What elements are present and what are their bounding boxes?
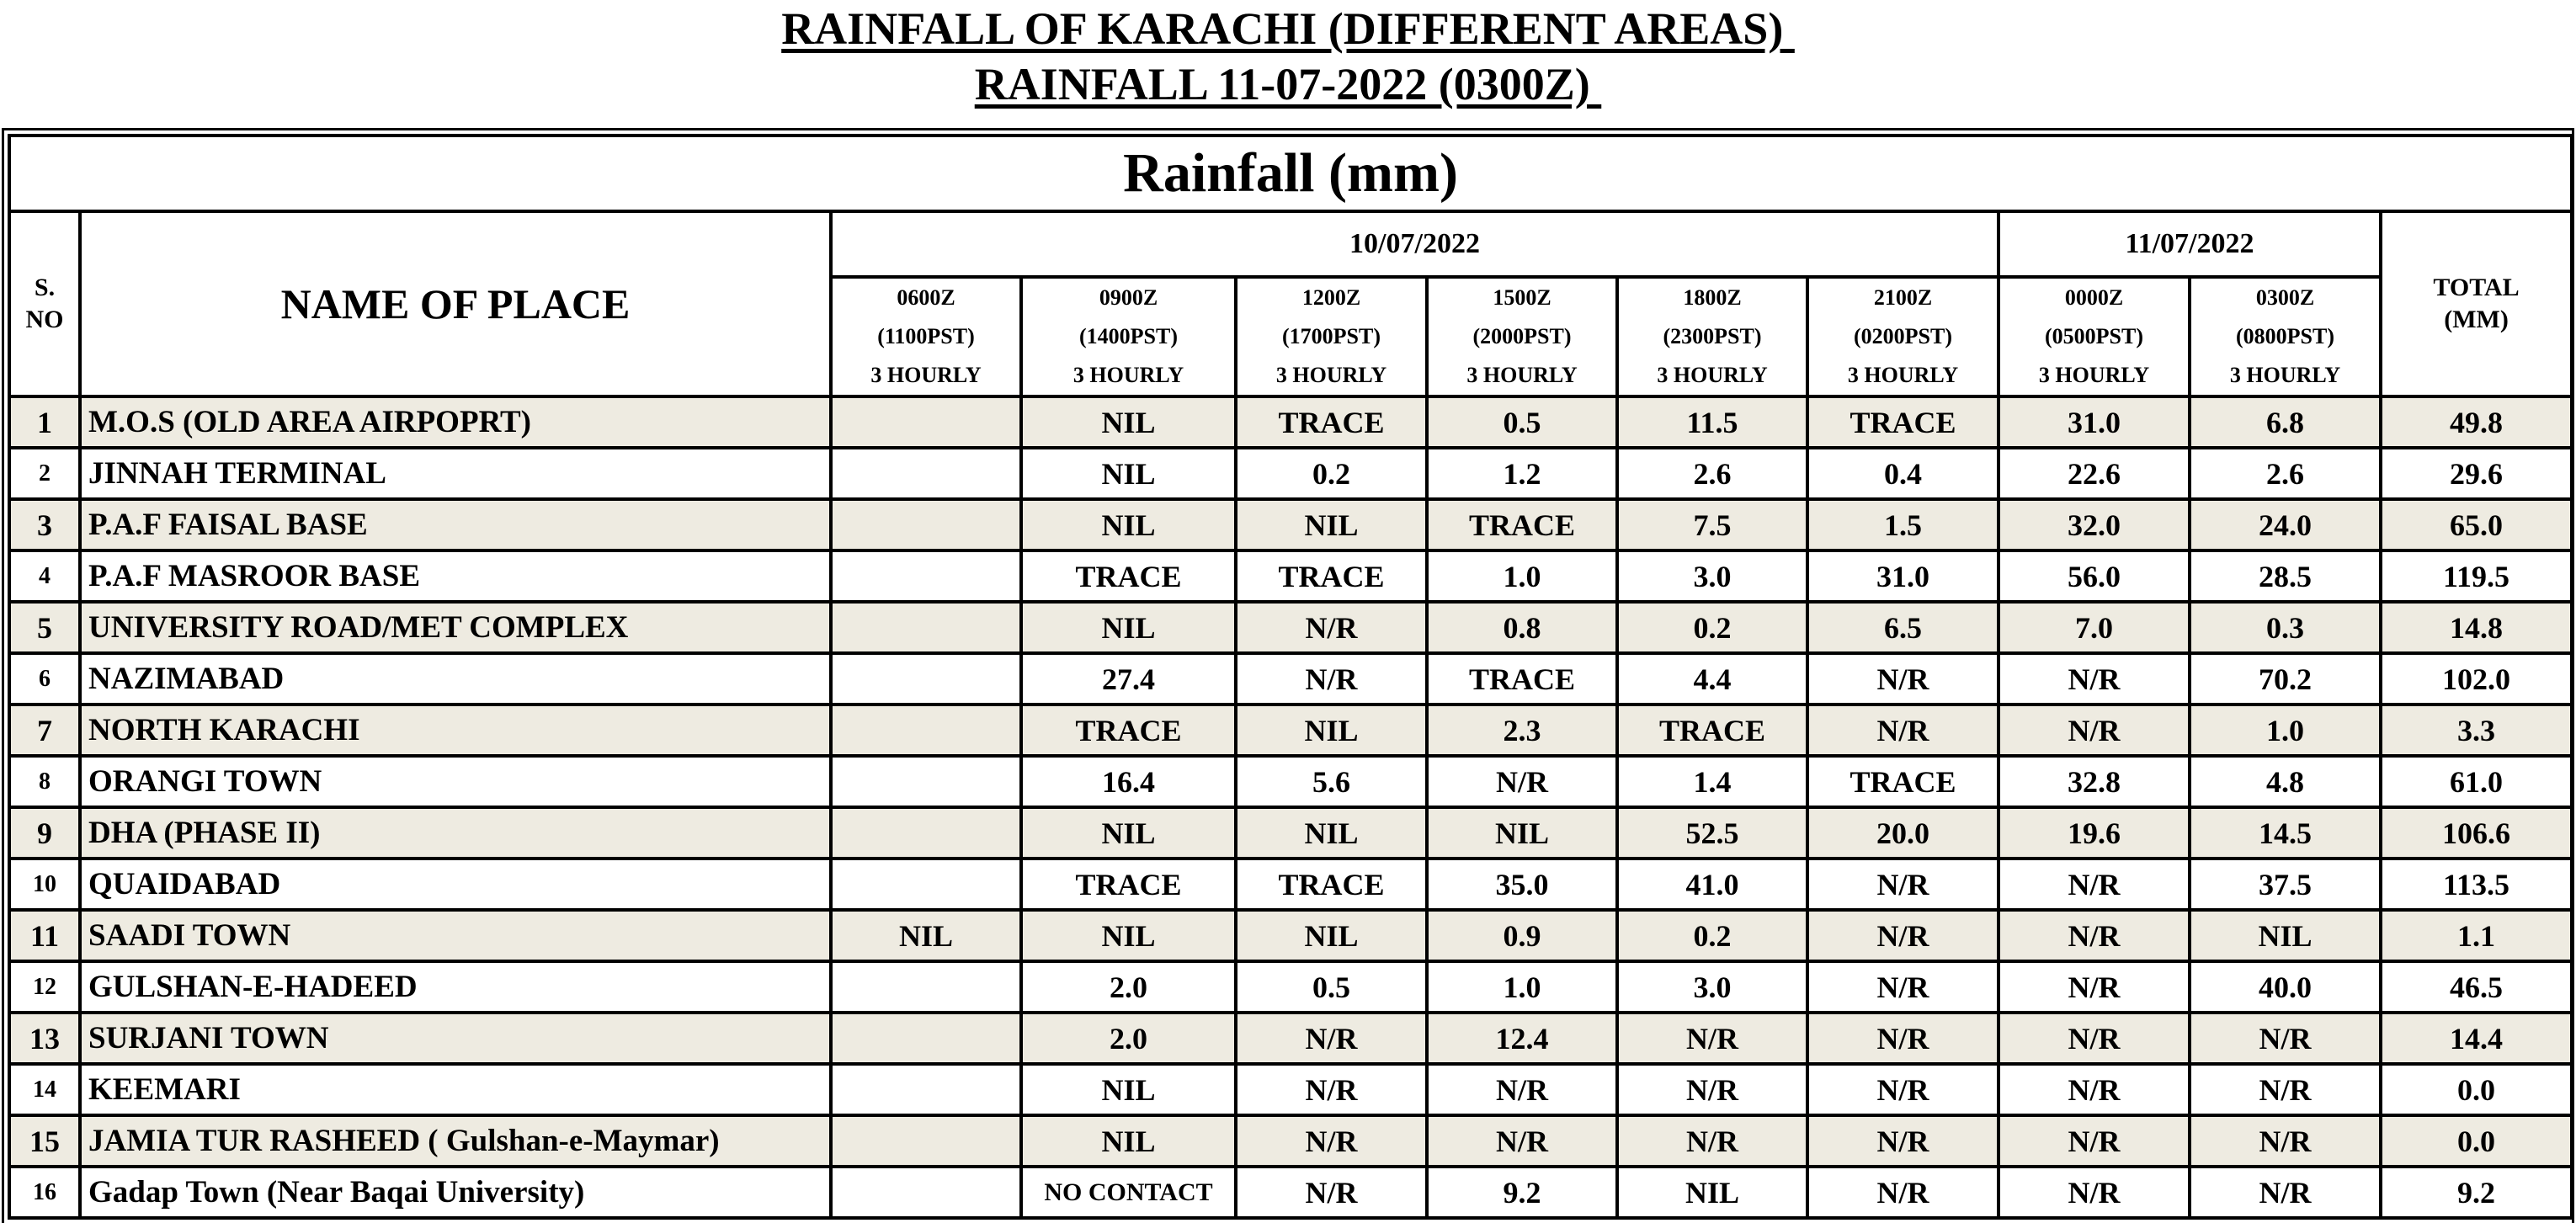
rainfall-value-cell: 41.0 — [1617, 859, 1807, 910]
rainfall-value-cell: NIL — [1021, 448, 1236, 499]
time-header-utc: 0600Z — [897, 285, 955, 310]
rainfall-value-cell: 12.4 — [1427, 1013, 1617, 1064]
time-header-period: 3 HOURLY — [2229, 363, 2341, 387]
time-column-header — [1617, 277, 1807, 396]
report-title: RAINFALL OF KARACHI (DIFFERENT AREAS) — [781, 3, 1795, 54]
rainfall-value-cell — [831, 602, 1021, 653]
time-column-header — [1021, 277, 1236, 396]
rainfall-value-cell: 6.8 — [2190, 396, 2381, 448]
row-place-name: P.A.F FAISAL BASE — [80, 499, 831, 550]
rainfall-value-cell: NIL — [1236, 910, 1427, 961]
table-row — [9, 550, 2572, 602]
time-header-utc: 0900Z — [1099, 285, 1158, 310]
rainfall-value-cell: N/R — [1236, 1115, 1427, 1167]
rainfall-value-cell: N/R — [1427, 756, 1617, 807]
row-place-name: QUAIDABAD — [80, 859, 831, 910]
time-header-pst: (1100PST) — [877, 324, 975, 348]
rainfall-value-cell: 3.0 — [1617, 550, 1807, 602]
row-total: 113.5 — [2381, 859, 2572, 910]
table-row — [9, 807, 2572, 859]
rainfall-value-cell: N/R — [2190, 1064, 2381, 1115]
rainfall-value-cell: 2.3 — [1427, 705, 1617, 756]
rainfall-value-cell: N/R — [1999, 1115, 2190, 1167]
rainfall-value-cell: 14.5 — [2190, 807, 2381, 859]
rainfall-value-cell — [831, 859, 1021, 910]
rainfall-value-cell: 7.0 — [1999, 602, 2190, 653]
row-total: 3.3 — [2381, 705, 2572, 756]
row-place-name: JAMIA TUR RASHEED ( Gulshan-e-Maymar) — [80, 1115, 831, 1167]
rainfall-value-cell: N/R — [1999, 961, 2190, 1013]
rainfall-value-cell: 19.6 — [1999, 807, 2190, 859]
rainfall-value-cell: 16.4 — [1021, 756, 1236, 807]
time-header-period: 3 HOURLY — [1275, 363, 1387, 387]
table-row — [9, 1115, 2572, 1167]
rainfall-value-cell: 0.9 — [1427, 910, 1617, 961]
rainfall-value-cell: NIL — [1427, 807, 1617, 859]
table-row — [9, 602, 2572, 653]
table-row — [9, 756, 2572, 807]
row-place-name: SAADI TOWN — [80, 910, 831, 961]
row-place-name: KEEMARI — [80, 1064, 831, 1115]
row-place-name: UNIVERSITY ROAD/MET COMPLEX — [80, 602, 831, 653]
rainfall-value-cell — [831, 756, 1021, 807]
table-row — [9, 910, 2572, 961]
row-serial-number: 12 — [9, 961, 80, 1013]
rainfall-value-cell: NIL — [1021, 807, 1236, 859]
rainfall-value-cell: 0.4 — [1807, 448, 1999, 499]
rainfall-value-cell: 1.4 — [1617, 756, 1807, 807]
time-column-header — [1999, 277, 2190, 396]
rainfall-value-cell: 1.2 — [1427, 448, 1617, 499]
rainfall-value-cell — [831, 653, 1021, 705]
rainfall-value-cell: NIL — [1236, 499, 1427, 550]
time-header-pst: (1400PST) — [1079, 324, 1178, 348]
rainfall-value-cell: 7.5 — [1617, 499, 1807, 550]
rainfall-value-cell: N/R — [1807, 910, 1999, 961]
rainfall-value-cell: 4.8 — [2190, 756, 2381, 807]
rainfall-value-cell: N/R — [1999, 1064, 2190, 1115]
rainfall-value-cell: N/R — [1999, 859, 2190, 910]
table-title: Rainfall (mm) — [9, 136, 2572, 211]
time-header-period: 3 HOURLY — [2038, 363, 2150, 387]
rainfall-value-cell: N/R — [1427, 1115, 1617, 1167]
rainfall-value-cell: NIL — [2190, 910, 2381, 961]
rainfall-value-cell: 1.0 — [1427, 961, 1617, 1013]
row-serial-number: 15 — [9, 1115, 80, 1167]
rainfall-value-cell: N/R — [1807, 705, 1999, 756]
rainfall-value-cell: N/R — [1807, 1115, 1999, 1167]
rainfall-value-cell: NIL — [1021, 602, 1236, 653]
time-column-header — [1807, 277, 1999, 396]
time-header-pst: (0200PST) — [1854, 324, 1952, 348]
row-place-name: M.O.S (OLD AREA AIRPOPRT) — [80, 396, 831, 448]
row-serial-number: 9 — [9, 807, 80, 859]
rainfall-value-cell: 1.5 — [1807, 499, 1999, 550]
row-place-name: ORANGI TOWN — [80, 756, 831, 807]
row-serial-number: 8 — [9, 756, 80, 807]
rainfall-value-cell: 0.5 — [1427, 396, 1617, 448]
sno-header — [9, 211, 80, 396]
rainfall-value-cell — [831, 1013, 1021, 1064]
table-body — [9, 396, 2572, 1218]
row-place-name: JINNAH TERMINAL — [80, 448, 831, 499]
row-total: 14.4 — [2381, 1013, 2572, 1064]
time-header-utc: 1200Z — [1301, 285, 1361, 310]
rainfall-value-cell — [831, 396, 1021, 448]
rainfall-value-cell: TRACE — [1236, 550, 1427, 602]
rainfall-value-cell: 32.8 — [1999, 756, 2190, 807]
report-subtitle: RAINFALL 11-07-2022 (0300Z) — [974, 59, 1602, 109]
time-header-utc: 0300Z — [2255, 285, 2315, 310]
rainfall-value-cell: TRACE — [1807, 396, 1999, 448]
row-total: 119.5 — [2381, 550, 2572, 602]
rainfall-value-cell: 2.0 — [1021, 1013, 1236, 1064]
rainfall-value-cell: TRACE — [1021, 550, 1236, 602]
rainfall-value-cell: 24.0 — [2190, 499, 2381, 550]
rainfall-value-cell: NIL — [831, 910, 1021, 961]
rainfall-value-cell: TRACE — [1021, 859, 1236, 910]
rainfall-value-cell: TRACE — [1807, 756, 1999, 807]
rainfall-value-cell: 22.6 — [1999, 448, 2190, 499]
time-header-period: 3 HOURLY — [1847, 363, 1959, 387]
row-serial-number: 14 — [9, 1064, 80, 1115]
table-row — [9, 448, 2572, 499]
row-serial-number: 16 — [9, 1167, 80, 1218]
row-place-name: NAZIMABAD — [80, 653, 831, 705]
row-serial-number: 3 — [9, 499, 80, 550]
row-serial-number: 2 — [9, 448, 80, 499]
rainfall-value-cell: 2.6 — [2190, 448, 2381, 499]
row-total: 49.8 — [2381, 396, 2572, 448]
rainfall-value-cell: 52.5 — [1617, 807, 1807, 859]
rainfall-value-cell: 0.2 — [1617, 910, 1807, 961]
rainfall-value-cell: TRACE — [1427, 653, 1617, 705]
rainfall-value-cell: 32.0 — [1999, 499, 2190, 550]
rainfall-value-cell: 37.5 — [2190, 859, 2381, 910]
rainfall-table — [8, 134, 2573, 1220]
rainfall-value-cell: NIL — [1021, 1115, 1236, 1167]
rainfall-value-cell: TRACE — [1427, 499, 1617, 550]
rainfall-value-cell: 4.4 — [1617, 653, 1807, 705]
row-total: 29.6 — [2381, 448, 2572, 499]
sno-header-line1: S. — [34, 274, 56, 301]
rainfall-value-cell — [831, 807, 1021, 859]
rainfall-value-cell: N/R — [1999, 1167, 2190, 1218]
row-serial-number: 4 — [9, 550, 80, 602]
time-header-utc: 1500Z — [1493, 285, 1551, 310]
rainfall-value-cell: N/R — [1807, 961, 1999, 1013]
time-column-header — [1236, 277, 1427, 396]
sno-header-line2: NO — [25, 306, 64, 333]
rainfall-value-cell: N/R — [1999, 910, 2190, 961]
row-total: 1.1 — [2381, 910, 2572, 961]
rainfall-value-cell: N/R — [1236, 602, 1427, 653]
rainfall-value-cell: NIL — [1021, 396, 1236, 448]
rainfall-table-frame — [2, 128, 2574, 1223]
time-header-utc: 0000Z — [2064, 285, 2124, 310]
rainfall-value-cell: N/R — [1236, 1064, 1427, 1115]
row-total: 0.0 — [2381, 1064, 2572, 1115]
rainfall-value-cell: 6.5 — [1807, 602, 1999, 653]
row-place-name: DHA (PHASE II) — [80, 807, 831, 859]
row-serial-number: 6 — [9, 653, 80, 705]
row-place-name: GULSHAN-E-HADEED — [80, 961, 831, 1013]
rainfall-value-cell: 31.0 — [1807, 550, 1999, 602]
rainfall-value-cell: 40.0 — [2190, 961, 2381, 1013]
name-header: NAME OF PLACE — [80, 211, 831, 396]
rainfall-value-cell: N/R — [1427, 1064, 1617, 1115]
table-row — [9, 396, 2572, 448]
rainfall-value-cell: N/R — [1807, 1064, 1999, 1115]
rainfall-value-cell — [831, 1064, 1021, 1115]
rainfall-value-cell: TRACE — [1617, 705, 1807, 756]
rainfall-value-cell: N/R — [1236, 1013, 1427, 1064]
rainfall-value-cell: N/R — [1236, 653, 1427, 705]
total-header-line1: TOTAL — [2433, 274, 2520, 301]
rainfall-value-cell: NIL — [1021, 1064, 1236, 1115]
table-row — [9, 1167, 2572, 1218]
rainfall-value-cell: N/R — [1617, 1115, 1807, 1167]
total-header-line2: (MM) — [2444, 306, 2509, 333]
date-header-1: 10/07/2022 — [831, 211, 1999, 277]
rainfall-value-cell: N/R — [1807, 1167, 1999, 1218]
rainfall-value-cell: TRACE — [1021, 705, 1236, 756]
time-header-pst: (1700PST) — [1282, 324, 1381, 348]
rainfall-value-cell: 2.0 — [1021, 961, 1236, 1013]
row-serial-number: 1 — [9, 396, 80, 448]
rainfall-value-cell: N/R — [1807, 859, 1999, 910]
rainfall-value-cell: 0.3 — [2190, 602, 2381, 653]
row-place-name: NORTH KARACHI — [80, 705, 831, 756]
rainfall-value-cell: 1.0 — [2190, 705, 2381, 756]
rainfall-value-cell: 31.0 — [1999, 396, 2190, 448]
row-total: 106.6 — [2381, 807, 2572, 859]
time-header-period: 3 HOURLY — [1072, 363, 1184, 387]
rainfall-value-cell — [831, 705, 1021, 756]
rainfall-value-cell: TRACE — [1236, 859, 1427, 910]
rainfall-value-cell: NIL — [1021, 910, 1236, 961]
row-serial-number: 11 — [9, 910, 80, 961]
rainfall-value-cell: NIL — [1617, 1167, 1807, 1218]
time-header-pst: (0800PST) — [2236, 324, 2334, 348]
row-serial-number: 10 — [9, 859, 80, 910]
rainfall-value-cell: 20.0 — [1807, 807, 1999, 859]
rainfall-value-cell: 0.2 — [1236, 448, 1427, 499]
time-header-period: 3 HOURLY — [1657, 363, 1768, 387]
time-header-pst: (2300PST) — [1663, 324, 1762, 348]
rainfall-value-cell: 0.2 — [1617, 602, 1807, 653]
table-row — [9, 499, 2572, 550]
table-row — [9, 859, 2572, 910]
table-row — [9, 961, 2572, 1013]
rainfall-value-cell: 1.0 — [1427, 550, 1617, 602]
time-header-pst: (2000PST) — [1472, 324, 1572, 348]
rainfall-value-cell: N/R — [2190, 1115, 2381, 1167]
rainfall-value-cell: TRACE — [1236, 396, 1427, 448]
time-header-pst: (0500PST) — [2045, 324, 2143, 348]
time-column-header — [831, 277, 1021, 396]
time-header-period: 3 HOURLY — [870, 363, 982, 387]
row-total: 61.0 — [2381, 756, 2572, 807]
rainfall-value-cell: N/R — [1236, 1167, 1427, 1218]
row-serial-number: 7 — [9, 705, 80, 756]
time-column-header — [1427, 277, 1617, 396]
table-row — [9, 705, 2572, 756]
rainfall-value-cell: NIL — [1021, 499, 1236, 550]
total-header — [2381, 211, 2572, 396]
row-total: 65.0 — [2381, 499, 2572, 550]
rainfall-value-cell — [831, 499, 1021, 550]
rainfall-value-cell: 35.0 — [1427, 859, 1617, 910]
time-header-utc: 2100Z — [1873, 285, 1933, 310]
rainfall-value-cell: NIL — [1236, 807, 1427, 859]
rainfall-value-cell: 9.2 — [1427, 1167, 1617, 1218]
rainfall-value-cell: 56.0 — [1999, 550, 2190, 602]
row-place-name: Gadap Town (Near Baqai University) — [80, 1167, 831, 1218]
rainfall-value-cell — [831, 1115, 1021, 1167]
row-total: 14.8 — [2381, 602, 2572, 653]
rainfall-value-cell: N/R — [1999, 653, 2190, 705]
rainfall-value-cell — [831, 961, 1021, 1013]
time-header-utc: 1800Z — [1683, 285, 1742, 310]
rainfall-value-cell: NIL — [1236, 705, 1427, 756]
time-header-period: 3 HOURLY — [1466, 363, 1578, 387]
rainfall-value-cell: N/R — [1999, 1013, 2190, 1064]
row-total: 9.2 — [2381, 1167, 2572, 1218]
rainfall-value-cell — [831, 550, 1021, 602]
rainfall-value-cell: 0.5 — [1236, 961, 1427, 1013]
rainfall-value-cell: N/R — [1807, 1013, 1999, 1064]
table-row — [9, 1064, 2572, 1115]
row-serial-number: 13 — [9, 1013, 80, 1064]
row-total: 0.0 — [2381, 1115, 2572, 1167]
rainfall-value-cell: N/R — [1617, 1064, 1807, 1115]
rainfall-value-cell: 2.6 — [1617, 448, 1807, 499]
row-place-name: SURJANI TOWN — [80, 1013, 831, 1064]
rainfall-value-cell: 70.2 — [2190, 653, 2381, 705]
rainfall-value-cell: NO CONTACT — [1021, 1167, 1236, 1218]
rainfall-value-cell: N/R — [1807, 653, 1999, 705]
rainfall-value-cell: 28.5 — [2190, 550, 2381, 602]
time-column-header — [2190, 277, 2381, 396]
rainfall-value-cell: N/R — [2190, 1167, 2381, 1218]
row-place-name: P.A.F MASROOR BASE — [80, 550, 831, 602]
table-row — [9, 653, 2572, 705]
row-total: 46.5 — [2381, 961, 2572, 1013]
date-header-2: 11/07/2022 — [1999, 211, 2381, 277]
row-total: 102.0 — [2381, 653, 2572, 705]
rainfall-value-cell: 27.4 — [1021, 653, 1236, 705]
rainfall-value-cell: 5.6 — [1236, 756, 1427, 807]
rainfall-value-cell: 3.0 — [1617, 961, 1807, 1013]
row-serial-number: 5 — [9, 602, 80, 653]
table-row — [9, 1013, 2572, 1064]
rainfall-value-cell: N/R — [2190, 1013, 2381, 1064]
rainfall-value-cell: N/R — [1617, 1013, 1807, 1064]
rainfall-value-cell — [831, 448, 1021, 499]
rainfall-value-cell: 11.5 — [1617, 396, 1807, 448]
rainfall-value-cell — [831, 1167, 1021, 1218]
rainfall-value-cell: 0.8 — [1427, 602, 1617, 653]
rainfall-value-cell: N/R — [1999, 705, 2190, 756]
